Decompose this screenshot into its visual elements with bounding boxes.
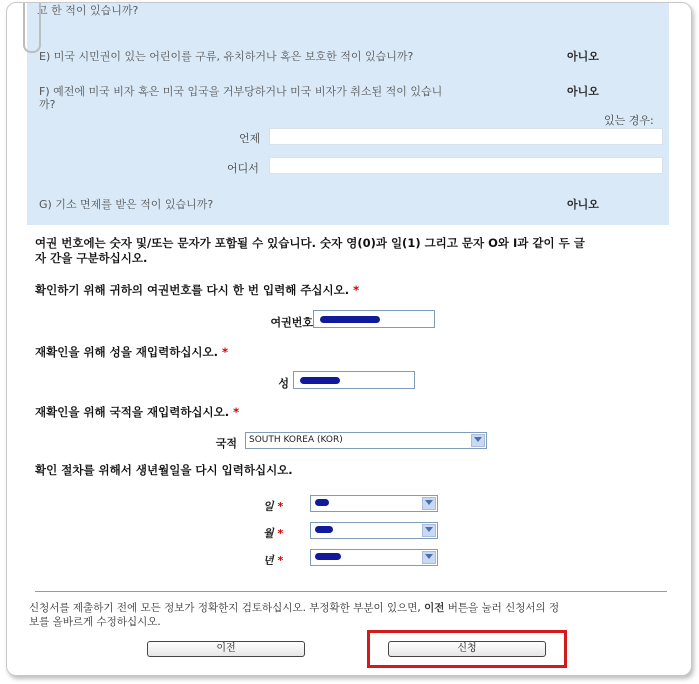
question-f-answer: 아니오 xyxy=(567,85,599,98)
question-e-answer: 아니오 xyxy=(567,50,599,63)
paperclip-icon xyxy=(23,3,41,53)
where-label: 어디서 xyxy=(227,162,259,175)
review-notice xyxy=(29,601,679,629)
when-field[interactable] xyxy=(269,128,663,145)
form-frame xyxy=(6,2,692,676)
review-text-c: 버튼을 눌러 신청서의 정 xyxy=(444,602,560,614)
dropdown-arrow-icon[interactable] xyxy=(422,524,436,537)
month-label-text: 월 xyxy=(263,527,274,540)
nationality-prompt-text: 재확인을 위해 국적을 재입력하십시오. xyxy=(35,405,230,419)
surname-label: 성 xyxy=(278,377,289,390)
passport-note xyxy=(35,236,675,266)
nationality-prompt xyxy=(35,405,239,420)
redaction-mark xyxy=(300,377,340,384)
redaction-mark xyxy=(315,553,341,560)
month-select[interactable] xyxy=(310,522,438,539)
review-notice-line1 xyxy=(29,601,679,615)
surname-prompt xyxy=(35,345,228,360)
dropdown-arrow-icon[interactable] xyxy=(422,497,436,510)
nationality-select[interactable] xyxy=(245,432,487,449)
dob-prompt: 확인 절차를 위해서 생년월일을 다시 입력하십시오. xyxy=(35,463,293,477)
day-select[interactable] xyxy=(310,495,438,512)
nationality-selected-value: SOUTH KOREA (KOR) xyxy=(249,435,343,445)
dropdown-arrow-icon[interactable] xyxy=(471,434,485,447)
when-label: 언제 xyxy=(239,132,261,145)
redaction-mark xyxy=(320,316,380,323)
passport-input[interactable] xyxy=(313,310,435,328)
review-text-a: 신청서를 제출하기 전에 모든 정보가 정확한지 검토하십시오. 부정확한 부분이 있으면, xyxy=(29,602,425,614)
submit-highlight-box xyxy=(367,630,567,668)
if-yes-label: 있는 경우: xyxy=(604,114,654,127)
passport-label: 여권번호 xyxy=(270,316,313,329)
year-label xyxy=(263,552,283,568)
passport-prompt-text: 확인하기 위해 귀하의 여권번호를 다시 한 번 입력해 주십시오. xyxy=(35,283,350,297)
review-notice-line2: 보를 올바르게 수정하십시오. xyxy=(29,616,161,628)
question-d-partial: 고 한 적이 있습니까? xyxy=(37,4,139,17)
where-field[interactable] xyxy=(269,157,663,174)
year-label-text: 년 xyxy=(263,554,274,567)
questions-panel xyxy=(27,3,669,225)
question-f-line2: 까? xyxy=(39,98,56,111)
redaction-mark xyxy=(315,526,333,533)
redaction-mark xyxy=(315,499,329,506)
passport-prompt xyxy=(35,283,359,298)
question-e: E) 미국 시민권이 있는 어린이를 구류, 유치하거나 혹은 보호한 적이 있습니까? xyxy=(39,50,414,63)
review-text-prev: 이전 xyxy=(424,602,445,614)
surname-input[interactable] xyxy=(293,371,415,389)
required-marker: * xyxy=(353,283,360,297)
month-label xyxy=(263,525,283,541)
submit-button[interactable]: 신청 xyxy=(388,641,546,657)
year-select[interactable] xyxy=(310,549,438,566)
required-marker: * xyxy=(222,345,229,359)
nationality-label: 국적 xyxy=(215,437,237,450)
surname-prompt-text: 재확인을 위해 성을 재입력하십시오. xyxy=(35,345,219,359)
required-marker: * xyxy=(277,500,284,513)
question-g-answer: 아니오 xyxy=(567,198,599,211)
previous-button[interactable]: 이전 xyxy=(147,641,305,657)
dropdown-arrow-icon[interactable] xyxy=(422,551,436,564)
passport-note-line1: 여권 번호에는 숫자 및/또는 문자가 포함될 수 있습니다. 숫자 영(0)과 일(1) 그리고 문자 O와 I과 같이 두 글 xyxy=(35,236,585,250)
day-label-text: 일 xyxy=(263,500,274,513)
question-f-line1: F) 예전에 미국 비자 혹은 미국 입국을 거부당하거나 미국 비자가 취소된 적이 있습니 xyxy=(39,85,443,98)
required-marker: * xyxy=(233,405,240,419)
passport-note-line2: 자 간을 구분하십시오. xyxy=(35,251,148,265)
divider xyxy=(35,591,667,592)
day-label xyxy=(263,498,283,514)
required-marker: * xyxy=(277,527,284,540)
required-marker: * xyxy=(277,554,284,567)
question-g: G) 기소 면제를 받은 적이 있습니까? xyxy=(39,198,214,211)
